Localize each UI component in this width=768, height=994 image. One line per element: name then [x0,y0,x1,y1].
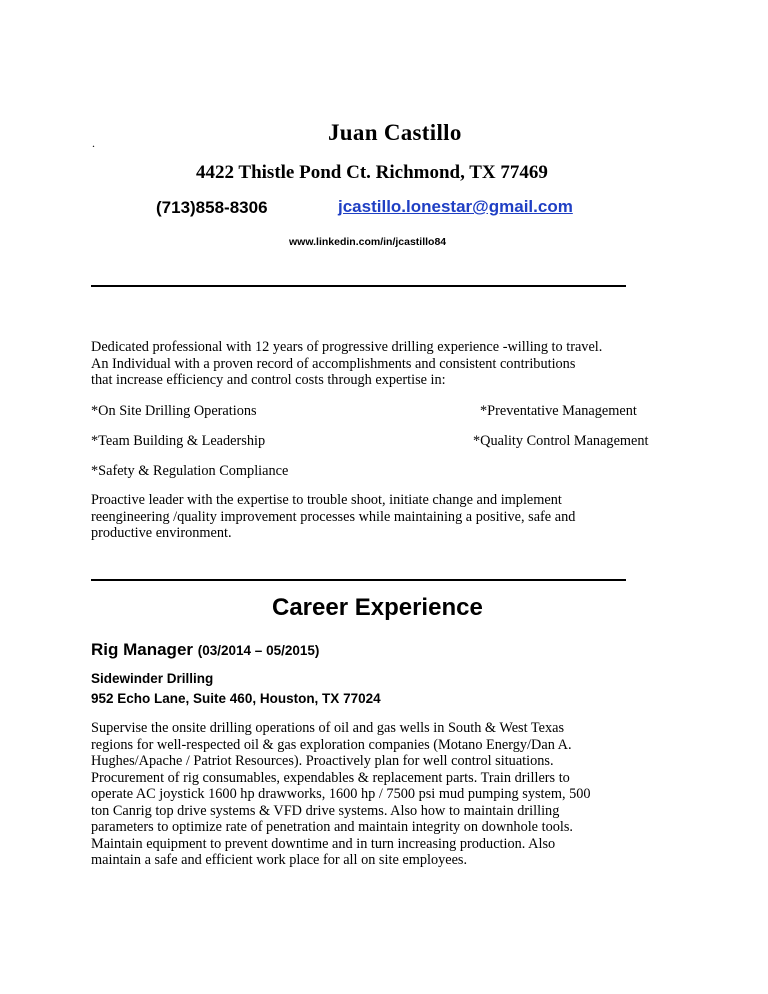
description-line: ton Canrig top drive systems & VFD drive systems. Also how to maintain drilling [91,802,560,819]
summary-line: Proactive leader with the expertise to trouble shoot, initiate change and implement [91,492,562,508]
phone-number: (713)858-8306 [156,198,268,217]
skill-item: *On Site Drilling Operations [91,403,257,419]
job-dates: (03/2014 – 05/2015) [197,643,320,658]
summary-line: Dedicated professional with 12 years of progressive drilling experience -willing to travel. [91,339,603,355]
summary-line: productive environment. [91,525,232,541]
company-name: Sidewinder Drilling [91,671,214,686]
description-line: parameters to optimize rate of penetration and maintain integrity on downhole tools. [91,819,573,835]
summary-line: that increase efficiency and control costs through expertise in: [91,372,446,388]
header-dot: . [92,136,95,150]
address: 4422 Thistle Pond Ct. Richmond, TX 77469 [196,162,548,183]
skill-item: *Team Building & Leadership [91,433,266,449]
summary-intro [91,339,691,389]
skill-item: *Quality Control Management [473,433,649,449]
candidate-name: Juan Castillo [328,120,462,145]
description-line: Procurement of rig consumables, expendables & replacement parts. Train drillers to [91,769,570,786]
description-line: Maintain equipment to prevent downtime and in turn increasing production. Also [91,835,556,852]
divider-top [91,285,626,287]
job-description [91,720,691,869]
email-link[interactable]: jcastillo.lonestar@gmail.com [338,197,573,216]
description-line: Hughes/Apache / Patriot Resources). Proactively plan for well control situations. [91,753,554,769]
description-line: operate AC joystick 1600 hp drawworks, 1600 hp / 7500 psi mud pumping system, 500 [91,786,591,802]
description-line: regions for well-respected oil & gas exploration companies (Motano Energy/Dan A. [91,736,572,753]
section-title: Career Experience [272,594,483,621]
company-address: 952 Echo Lane, Suite 460, Houston, TX 77024 [91,691,381,706]
job-title [91,640,319,660]
description-line: maintain a safe and efficient work place for all on site employees. [91,852,468,868]
skill-item: *Preventative Management [480,403,637,419]
divider-middle [91,579,626,581]
summary-line: An Individual with a proven record of accomplishments and consistent contributions [91,355,576,372]
job-title-text: Rig Manager [91,640,194,659]
skill-item: *Safety & Regulation Compliance [91,463,289,479]
description-line: Supervise the onsite drilling operations of oil and gas wells in South & West Texas [91,720,565,736]
summary-closing [91,492,691,542]
linkedin-url[interactable]: www.linkedin.com/in/jcastillo84 [289,236,447,248]
summary-line: reengineering /quality improvement processes while maintaining a positive, safe and [91,508,576,525]
